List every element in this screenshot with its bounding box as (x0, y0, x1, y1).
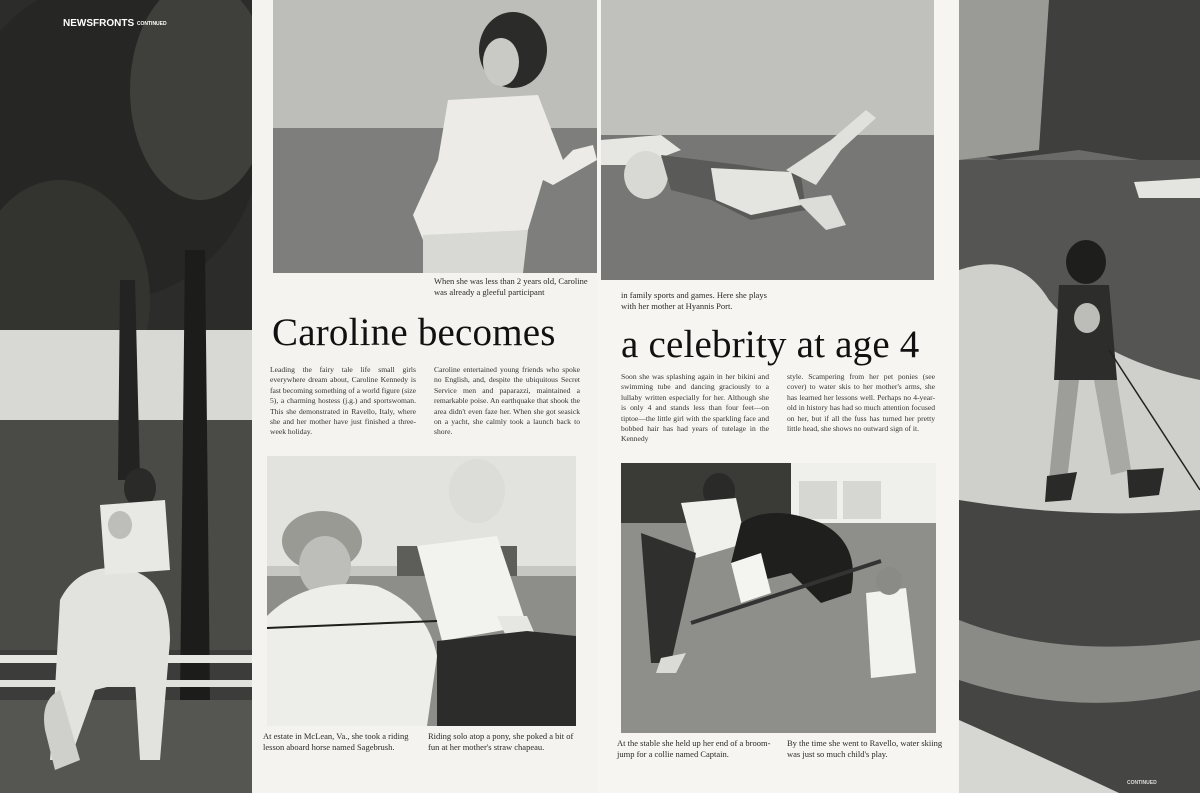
footer-continued: CONTINUED (1127, 780, 1157, 786)
photo-horse-riding (0, 0, 252, 793)
body-column-4: style. Scampering from her pet ponies (see cover) to water skis to her mother's arms, she has learned her lessons well. Perhaps no 4-year-old in history has had so much attention focused on her, but if all the fuss has turned her pretty little head, she shows no outward sign of it. (787, 372, 935, 434)
photo-water-skiing (959, 0, 1200, 793)
photo-broom-jump (621, 463, 936, 733)
caption-ravello: By the time she went to Ravello, water skiing was just so much child's play. (787, 738, 943, 759)
section-name: NEWSFRONTS (63, 18, 135, 29)
caption-pony: Riding solo atop a pony, she poked a bit of fun at her mother's straw chapeau. (428, 731, 574, 752)
section-suffix: CONTINUED (136, 21, 167, 27)
caption-top-right: in family sports and games. Here she plays with her mother at Hyannis Port. (621, 290, 767, 311)
photo-beach-right (601, 0, 934, 280)
photo-beach-left (273, 0, 597, 273)
body-column-2: Caroline entertained young friends who spoke no English, and, despite the ubiquitous Secret Service men and paparazzi, maintained a remarkable poise. An earthquake that shook the area didn't even faze her. When she got seasick on a yacht, she calmly took a launch back to shore. (434, 365, 580, 437)
caption-stable: At the stable she held up her end of a broom-jump for a collie named Captain. (617, 738, 771, 759)
headline-right: a celebrity at age 4 (621, 323, 920, 366)
photo-pony (267, 456, 576, 726)
section-header (63, 18, 167, 29)
body-column-1: Leading the fairy tale life small girls everywhere dream about, Caroline Kennedy is fast becoming something of a world figure (size 5), a charming hostess (j.g.) and sportswoman. This she demonstrated in Ravello, Italy, where she and her mother have just finished a three-week holiday. (270, 365, 416, 437)
caption-riding-lesson: At estate in McLean, Va., she took a riding lesson aboard horse named Sagebrush. (263, 731, 409, 752)
body-column-3: Soon she was splashing again in her bikini and swimming tube and dancing graciously to a lullaby written especially for her. Although she is only 4 and stands less than four feet—on tiptoe—the little girl with the sparkling face and bobbed hair has had years of tutelage in the Kennedy (621, 372, 769, 444)
headline-left: Caroline becomes (272, 311, 556, 354)
caption-top-left: When she was less than 2 years old, Caroline was already a gleeful participant (434, 276, 588, 297)
